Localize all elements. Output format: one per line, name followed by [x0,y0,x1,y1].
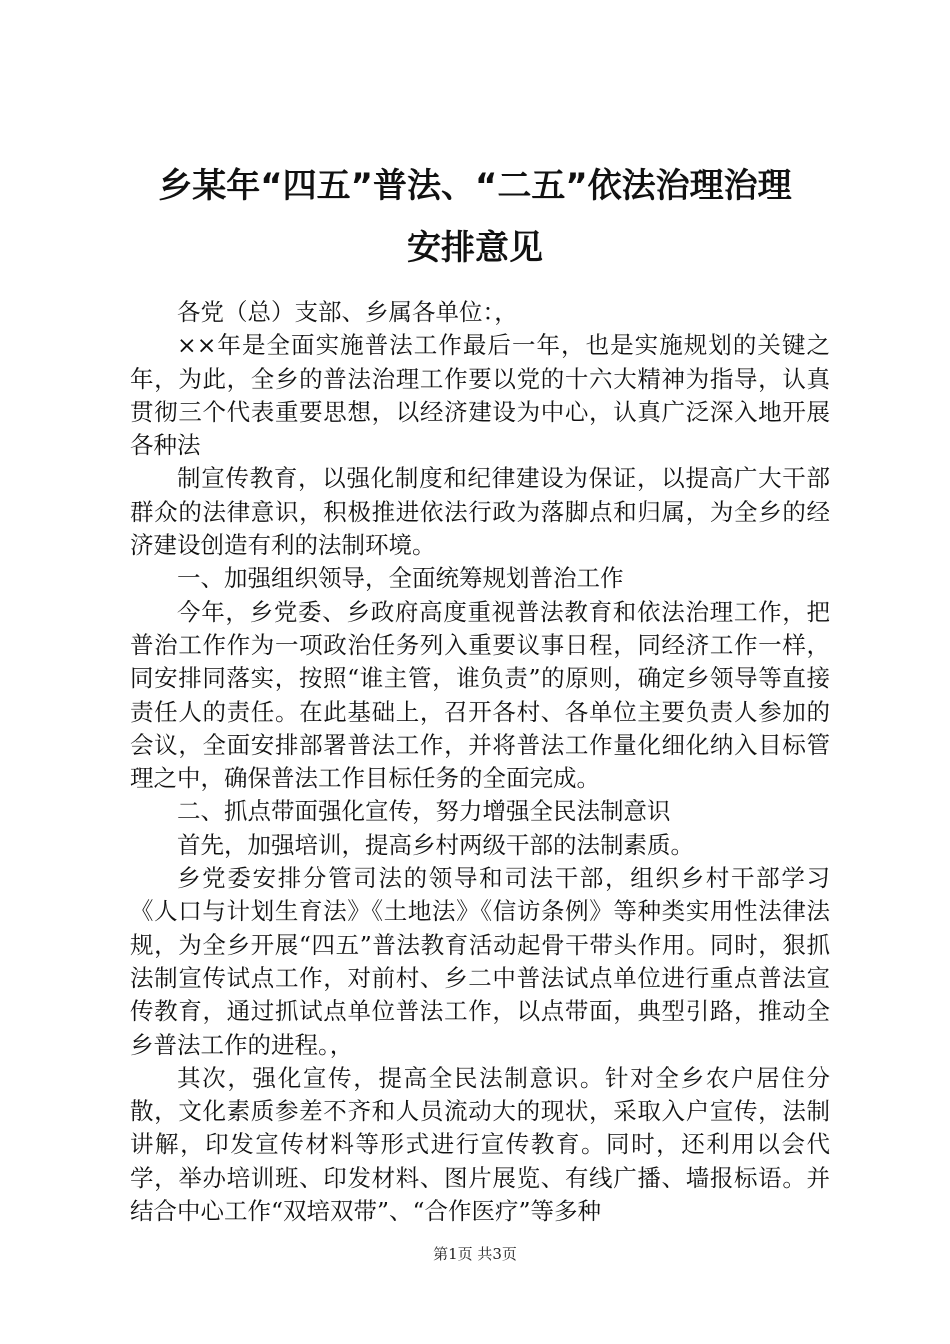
salutation: 各党（总）支部、乡属各单位：， [177,298,518,326]
paragraph: 首先，加强培训，提高乡村两级干部的法制素质。 [177,830,694,859]
title-line-2: 安排意见 [407,228,543,268]
title-line-1: 乡某年“四五”普法、“二五”依法治理治理 [158,166,792,206]
paragraph: 乡党委安排分管司法的领导和司法干部，组织乡村干部学习《人口与计划生育法》《土地法》《信访条例》等种类实用性法律法规，为全乡开展“四五”普法教育活动起骨干带头作用。同时，狠抓法制宣传试点工作，对前村、乡二中普法试点单位进行重点普法宣传教育，通过抓试点单位普法工作，以点带面，典型引路，推动全乡普法工作的进程。， [130,864,830,1059]
paragraph: 其次，强化宣传，提高全民法制意识。针对全乡农户居住分散，文化素质参差不齐和人员流动大的现状，采取入户宣传，法制讲解，印发宣传材料等形式进行宣传教育。同时，还利用以会代学，举办培训班、印发材料、图片展览、有线广播、墙报标语。并结合中心工作“双培双带”、“合作医疗”等多种 [130,1063,830,1226]
section-heading: 一、加强组织领导，全面统筹规划普治工作 [177,564,624,593]
paragraph: 制宣传教育，以强化制度和纪律建设为保证，以提高广大干部群众的法律意识，积极推进依法行政为落脚点和归属，为全乡的经济建设创造有利的法制环境。 [130,464,830,560]
page-title [80,155,870,279]
paragraph: 今年，乡党委、乡政府高度重视普法教育和依法治理工作，把普治工作作为一项政治任务列入重要议事日程，同经济工作一样，同安排同落实，按照“谁主管，谁负责”的原则，确定乡领导等直接责任人的责任。在此基础上，召开各村、各单位主要负责人参加的会议，全面安排部署普法工作，并将普法工作量化细化纳入目标管理之中，确保普法工作目标任务的全面完成。 [130,597,830,793]
page-footer: 第1页 共3页 [433,1245,517,1263]
paragraph: ××年是全面实施普法工作最后一年，也是实施规划的关键之年，为此，全乡的普法治理工作要以党的十六大精神为指导，认真贯彻三个代表重要思想，以经济建设为中心，认真广泛深入地开展各种法 [130,331,830,460]
section-heading: 二、抓点带面强化宣传，努力增强全民法制意识 [177,797,671,826]
document-body [130,296,830,1228]
